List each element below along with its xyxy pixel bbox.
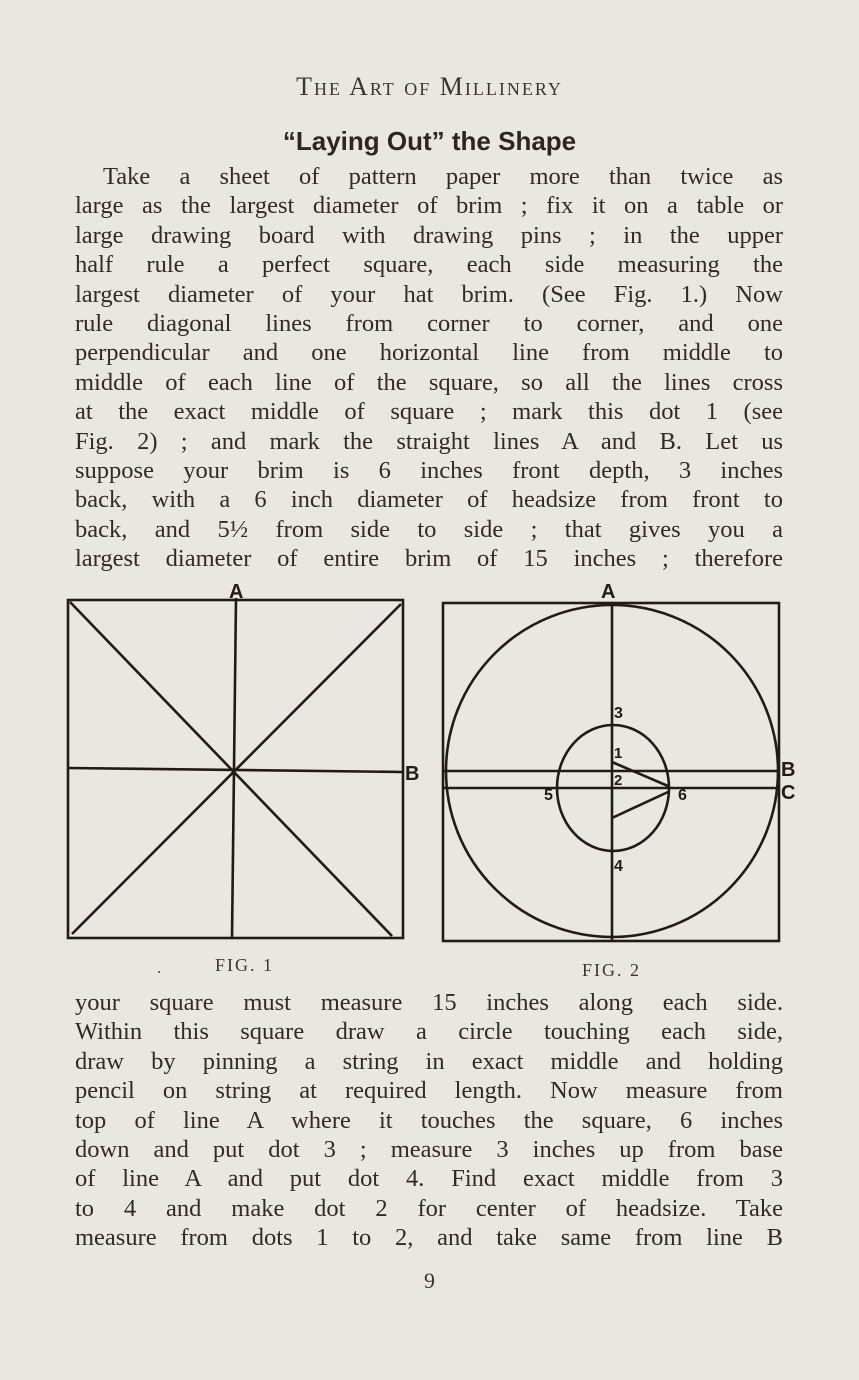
fig2-label-a: A xyxy=(601,581,616,603)
text-line: perpendicular and one horizontal line from middle to xyxy=(75,339,783,367)
text-line: largest diameter of entire brim of 15 inches ; therefore xyxy=(75,545,783,573)
figure-2-diagram xyxy=(443,603,779,941)
stray-mark: . xyxy=(157,960,161,977)
text-line: pencil on string at required length. Now measure from xyxy=(75,1077,783,1105)
text-line: Within this square draw a circle touching each side, xyxy=(75,1018,783,1046)
fig2-dot-5: 5 xyxy=(544,787,553,804)
fig2-dot-3: 3 xyxy=(614,705,623,722)
text-line: back, with a 6 inch diameter of headsize from front to xyxy=(75,486,783,514)
text-line: large drawing board with drawing pins ; in the upper xyxy=(75,221,783,249)
figures xyxy=(0,578,859,958)
text-line: down and put dot 3 ; measure 3 inches up from base xyxy=(75,1135,783,1163)
text-line: suppose your brim is 6 inches front depth, 3 inches xyxy=(75,456,783,484)
text-line: your square must measure 15 inches along each side. xyxy=(75,989,783,1016)
text-line: middle of each line of the square, so all the lines cross xyxy=(75,368,783,396)
fig2-label-c: C xyxy=(781,782,796,804)
fig1-label-b: B xyxy=(405,763,420,785)
section-title: “Laying Out” the Shape xyxy=(282,126,577,156)
running-head: The Art of Millinery xyxy=(296,72,563,101)
fig2-caption: FIG. 2 xyxy=(582,960,642,980)
text-line: back, and 5½ from side to side ; that gives you a xyxy=(75,515,783,543)
text-line: large as the largest diameter of brim ; fix it on a table or xyxy=(75,192,783,220)
text-line: measure from dots 1 to 2, and take same from line B xyxy=(75,1224,783,1252)
figure-1-diagram xyxy=(68,598,403,938)
text-line: of line A and put dot 4. Find exact middle from 3 xyxy=(75,1165,783,1193)
fig2-construction-line xyxy=(612,792,668,818)
fig2-dot-4: 4 xyxy=(614,858,623,875)
text-line: top of line A where it touches the square, 6 inches xyxy=(75,1106,783,1134)
fig1-label-a: A xyxy=(229,581,244,603)
fig1-caption: FIG. 1 xyxy=(215,955,275,975)
text-line: largest diameter of your hat brim. (See Fig. 1.) Now xyxy=(75,280,783,308)
text-line: Fig. 2) ; and mark the straight lines A and B. Let us xyxy=(75,427,783,455)
text-line: to 4 and make dot 2 for center of headsize. Take xyxy=(75,1194,783,1222)
paragraph-top xyxy=(75,162,783,573)
fig2-dot-1: 1 xyxy=(614,745,623,762)
text-line: at the exact middle of square ; mark this dot 1 (see xyxy=(75,398,783,426)
fig2-dot-6: 6 xyxy=(678,787,687,804)
text-line: rule diagonal lines from corner to corner, and one xyxy=(75,309,783,337)
fig1-line-a xyxy=(232,598,236,938)
fig2-dot-2: 2 xyxy=(614,772,623,789)
text-line: Take a sheet of pattern paper more than twice as xyxy=(103,163,783,190)
text-line: half rule a perfect square, each side measuring the xyxy=(75,251,783,279)
paragraph-bottom xyxy=(75,988,783,1253)
page-number: 9 xyxy=(424,1268,435,1293)
text-line: draw by pinning a string in exact middle and holding xyxy=(75,1047,783,1075)
fig2-label-b: B xyxy=(781,759,796,781)
